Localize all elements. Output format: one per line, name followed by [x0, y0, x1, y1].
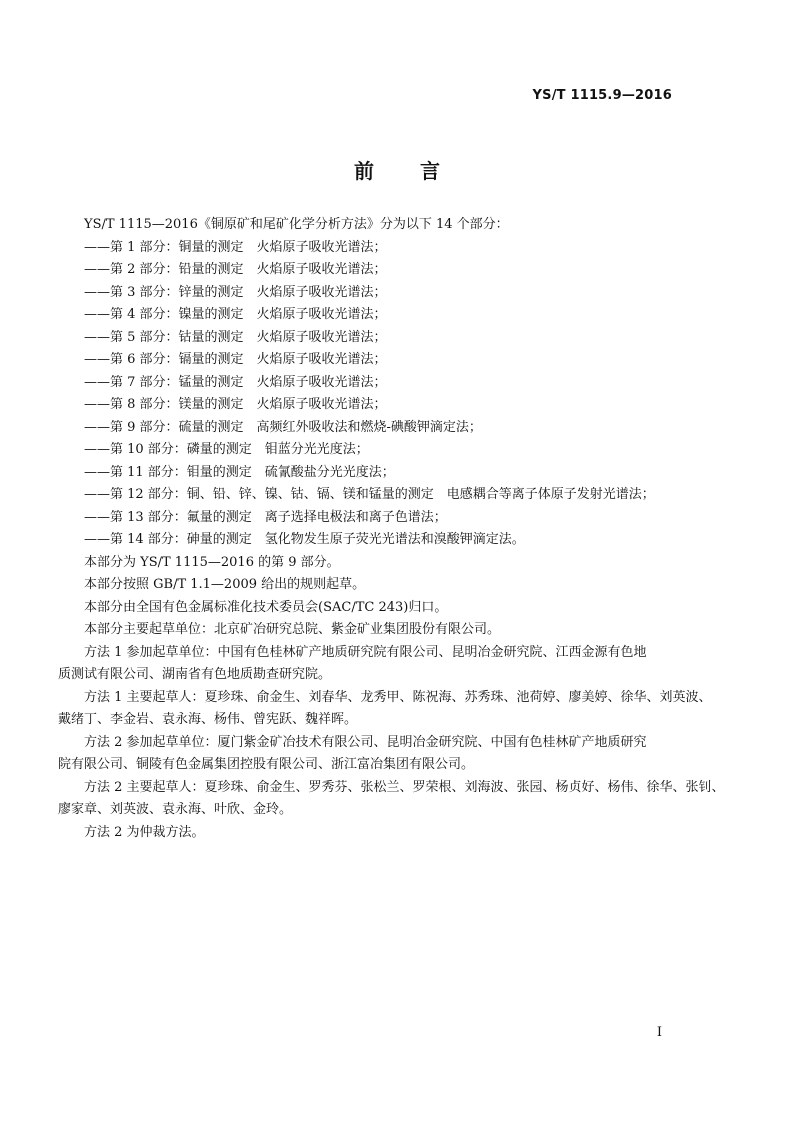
intro-line: YS/T 1115—2016《铜原矿和尾矿化学分析方法》分为以下 14 个部分：: [84, 217, 509, 232]
paragraph-line: 方法 1 主要起草人：夏珍珠、俞金生、刘春华、龙秀甲、陈祝海、苏秀珠、池荷婷、廖美婷、徐华、刘英波、: [84, 689, 712, 705]
part-item-12: ——第 12 部分：铜、铅、锌、镍、钴、镉、镁和锰量的测定 电感耦合等离子体原子发射光谱法；: [84, 487, 655, 502]
paragraph-line: 戴绪丁、李金岩、袁永海、杨伟、曾宪跃、魏祥晖。: [58, 712, 358, 727]
part-item-10: ——第 10 部分：磷量的测定 钼蓝分光光度法；: [84, 442, 369, 457]
part-item-7: ——第 7 部分：锰量的测定 火焰原子吸收光谱法；: [84, 374, 387, 390]
part-item-13: ——第 13 部分：氟量的测定 离子选择电极法和离子色谱法；: [84, 509, 447, 525]
statement-committee: 本部分由全国有色金属标准化技术委员会(SAC/TC 243)归口。: [84, 599, 448, 615]
statement-main-drafters: 本部分主要起草单位：北京矿冶研究总院、紫金矿业集团股份有限公司。: [84, 622, 501, 637]
part-item-11: ——第 11 部分：钼量的测定 硫氰酸盐分光光度法；: [84, 464, 395, 480]
paragraph-line: 方法 2 参加起草单位：厦门紫金矿冶技术有限公司、昆明冶金研究院、中国有色桂林矿产地质研究: [84, 734, 647, 750]
statement-part-number: 本部分为 YS/T 1115—2016 的第 9 部分。: [84, 554, 340, 570]
paragraph-line: 方法 2 为仲裁方法。: [84, 824, 205, 840]
paragraph-line: 方法 1 参加起草单位：中国有色桂林矿产地质研究院有限公司、昆明冶金研究院、江西金源有色地: [84, 644, 647, 660]
paragraph-line: 方法 2 主要起草人：夏珍珠、俞金生、罗秀芬、张松兰、罗荣根、刘海波、张园、杨贞好、杨伟、徐华、张钊、: [84, 779, 725, 795]
page-number: I: [656, 1025, 662, 1040]
foreword-body: [58, 214, 738, 844]
part-item-14: ——第 14 部分：砷量的测定 氢化物发生原子荧光光谱法和溴酸钾滴定法。: [84, 532, 525, 547]
paragraph-method1-units: [58, 642, 738, 687]
part-item-6: ——第 6 部分：镉量的测定 火焰原子吸收光谱法；: [84, 352, 387, 367]
paragraph-line: 廖家章、刘英波、袁永海、叶欣、金玲。: [58, 802, 293, 817]
paragraph-method2-units: [58, 732, 738, 777]
part-item-1: ——第 1 部分：铜量的测定 火焰原子吸收光谱法；: [84, 239, 387, 255]
page-title: 前言: [354, 159, 486, 183]
parts-list: [58, 237, 738, 552]
part-item-5: ——第 5 部分：钴量的测定 火焰原子吸收光谱法；: [84, 329, 387, 345]
document-code: YS/T 1115.9—2016: [532, 88, 672, 103]
statement-drafting-rules: 本部分按照 GB/T 1.1—2009 给出的规则起草。: [84, 577, 366, 592]
paragraph-line: 质测试有限公司、湖南省有色地质勘查研究院。: [58, 667, 332, 682]
paragraph-arbitration: [58, 822, 738, 845]
part-item-8: ——第 8 部分：镁量的测定 火焰原子吸收光谱法；: [84, 397, 387, 412]
part-item-2: ——第 2 部分：铅量的测定 火焰原子吸收光谱法；: [84, 262, 387, 277]
paragraph-method2-drafters: [58, 777, 738, 822]
paragraph-method1-drafters: [58, 687, 738, 732]
part-item-9: ——第 9 部分：硫量的测定 高频红外吸收法和燃烧-碘酸钾滴定法；: [84, 419, 482, 435]
part-item-3: ——第 3 部分：锌量的测定 火焰原子吸收光谱法；: [84, 284, 387, 300]
paragraph-line: 院有限公司、铜陵有色金属集团控股有限公司、浙江富冶集团有限公司。: [58, 757, 475, 772]
part-item-4: ——第 4 部分：镍量的测定 火焰原子吸收光谱法；: [84, 307, 387, 322]
